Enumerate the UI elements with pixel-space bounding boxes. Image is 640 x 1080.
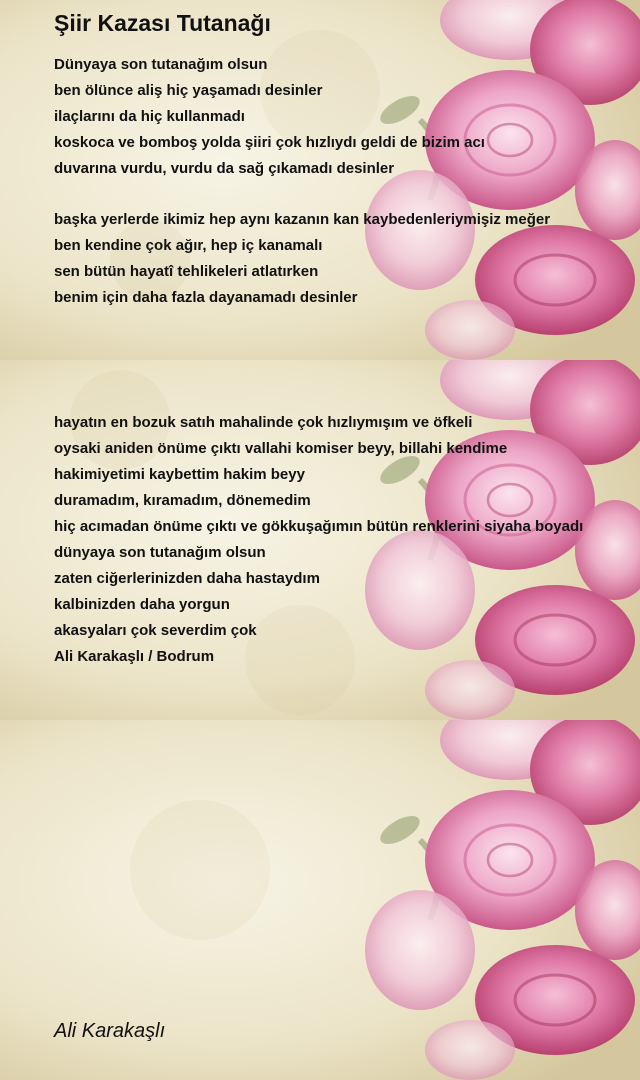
poem-line: başka yerlerde ikimiz hep aynı kazanın kan kaybedenleriymişiz meğer	[54, 211, 551, 228]
poem-line: duramadım, kıramadım, dönemedim	[54, 492, 311, 509]
poem-line: dünyaya son tutanağım olsun	[54, 544, 266, 561]
poem-title: Şiir Kazası Tutanağı	[54, 10, 271, 36]
poem-line: oysaki aniden önüme çıktı vallahi komiser beyy, billahi kendime	[54, 440, 508, 457]
poem-line: ben kendine çok ağır, hep iç kanamalı	[54, 237, 323, 254]
poem-line: ilaçlarını da hiç kullanmadı	[54, 108, 245, 125]
stanza-2	[54, 207, 550, 311]
poem-author-line: Ali Karakaşlı / Bodrum	[54, 648, 215, 665]
poem-line: sen bütün hayatî tehlikeleri atlatırken	[54, 263, 319, 280]
poem-line: Dünyaya son tutanağım olsun	[54, 56, 268, 73]
poem-line: hiç acımadan önüme çıktı ve gökkuşağımın bütün renklerini siyaha boyadı	[54, 518, 584, 535]
poem-line: duvarına vurdu, vurdu da sağ çıkamadı desinler	[54, 160, 395, 177]
poem-panel-3	[0, 720, 640, 1080]
rose-bouquet-image	[360, 720, 640, 1080]
poem-line: benim için daha fazla dayanamadı desinler	[54, 289, 358, 306]
poem-line: kalbinizden daha yorgun	[54, 596, 230, 613]
author-signature: Ali Karakaşlı	[54, 1020, 166, 1042]
poem-line: ben ölünce aliş hiç yaşamadı desinler	[54, 82, 323, 99]
poem-line: hakimiyetimi kaybettim hakim beyy	[54, 466, 305, 483]
stanza-3	[54, 410, 583, 670]
poem-panel-1	[0, 0, 640, 360]
poem-line: zaten ciğerlerinizden daha hastaydım	[54, 570, 320, 587]
stanza-1	[54, 52, 485, 182]
poem-line: hayatın en bozuk satıh mahalinde çok hızlıymışım ve öfkeli	[54, 414, 473, 431]
poem-line: akasyaları çok severdim çok	[54, 622, 257, 639]
poem-line: koskoca ve bomboş yolda şiiri çok hızlıydı geldi de bizim acı	[54, 134, 485, 151]
poem-panel-2	[0, 360, 640, 720]
